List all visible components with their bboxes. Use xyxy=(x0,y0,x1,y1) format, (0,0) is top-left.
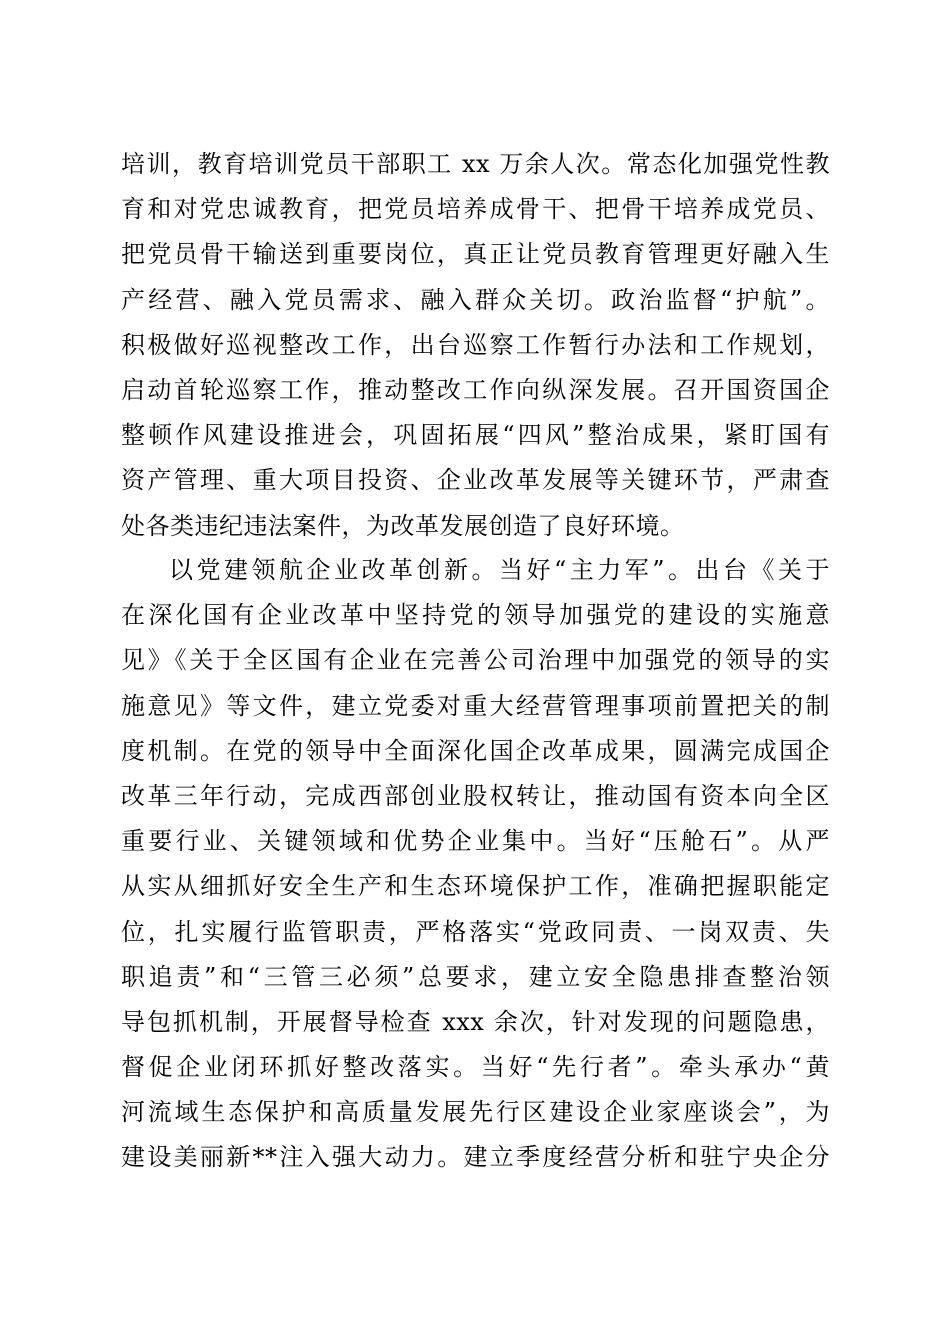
text-line: 启动首轮巡察工作，推动整改工作向纵深发展。召开国资国企 xyxy=(121,375,830,404)
paragraph-party-education xyxy=(121,142,830,549)
text-line: 以党建领航企业改革创新。当好“主力军”。出台《关于 xyxy=(169,556,830,584)
paragraph-enterprise-reform xyxy=(121,548,830,1181)
text-line: 督促企业闭环抓好整改落实。当好“先行者”。牵头承办“黄 xyxy=(121,1053,830,1082)
text-line: 从实从细抓好安全生产和生态环境保护工作，准确把握职能定 xyxy=(121,872,830,901)
text-line: 河流域生态保护和高质量发展先行区建设企业家座谈会”，为 xyxy=(121,1098,830,1127)
text-line: 度机制。在党的领导中全面深化国企改革成果，圆满完成国企 xyxy=(121,736,830,765)
text-line: 职追责”和“三管三必须”总要求，建立安全隐患排查整治领 xyxy=(121,962,830,991)
text-line: 把党员骨干输送到重要岗位，真正让党员教育管理更好融入生 xyxy=(121,240,830,269)
text-line: 重要行业、关键领域和优势企业集中。当好“压舱石”。从严 xyxy=(121,827,830,856)
text-line: 积极做好巡视整改工作，出台巡察工作暂行办法和工作规划， xyxy=(121,330,830,359)
text-line: 改革三年行动，完成西部创业股权转让，推动国有资本向全区 xyxy=(121,781,830,810)
text-line: 育和对党忠诚教育，把党员培养成骨干、把骨干培养成党员、 xyxy=(121,195,830,224)
text-line: 处各类违纪违法案件，为改革发展创造了良好环境。 xyxy=(121,511,685,540)
text-line: 产经营、融入党员需求、融入群众关切。政治监督“护航”。 xyxy=(121,285,830,314)
text-line: 见》《关于全区国有企业在完善公司治理中加强党的领导的实 xyxy=(121,646,830,675)
text-line: 位，扎实履行监管职责，严格落实“党政同责、一岗双责、失 xyxy=(121,917,830,946)
text-line: 施意见》等文件，建立党委对重大经营管理事项前置把关的制 xyxy=(121,691,830,720)
text-line: 整顿作风建设推进会，巩固拓展“四风”整治成果，紧盯国有 xyxy=(121,421,830,450)
text-line: 建设美丽新**注入强大动力。建立季度经营分析和驻宁央企分 xyxy=(121,1143,830,1172)
text-line: 在深化国有企业改革中坚持党的领导加强党的建设的实施意 xyxy=(121,601,830,630)
text-line: 资产管理、重大项目投资、企业改革发展等关键环节，严肃查 xyxy=(121,466,830,495)
text-line: 培训，教育培训党员干部职工 xx 万余人次。常态化加强党性教 xyxy=(121,150,830,178)
text-line: 导包抓机制，开展督导检查 xxx 余次，针对发现的问题隐患， xyxy=(121,1007,830,1036)
